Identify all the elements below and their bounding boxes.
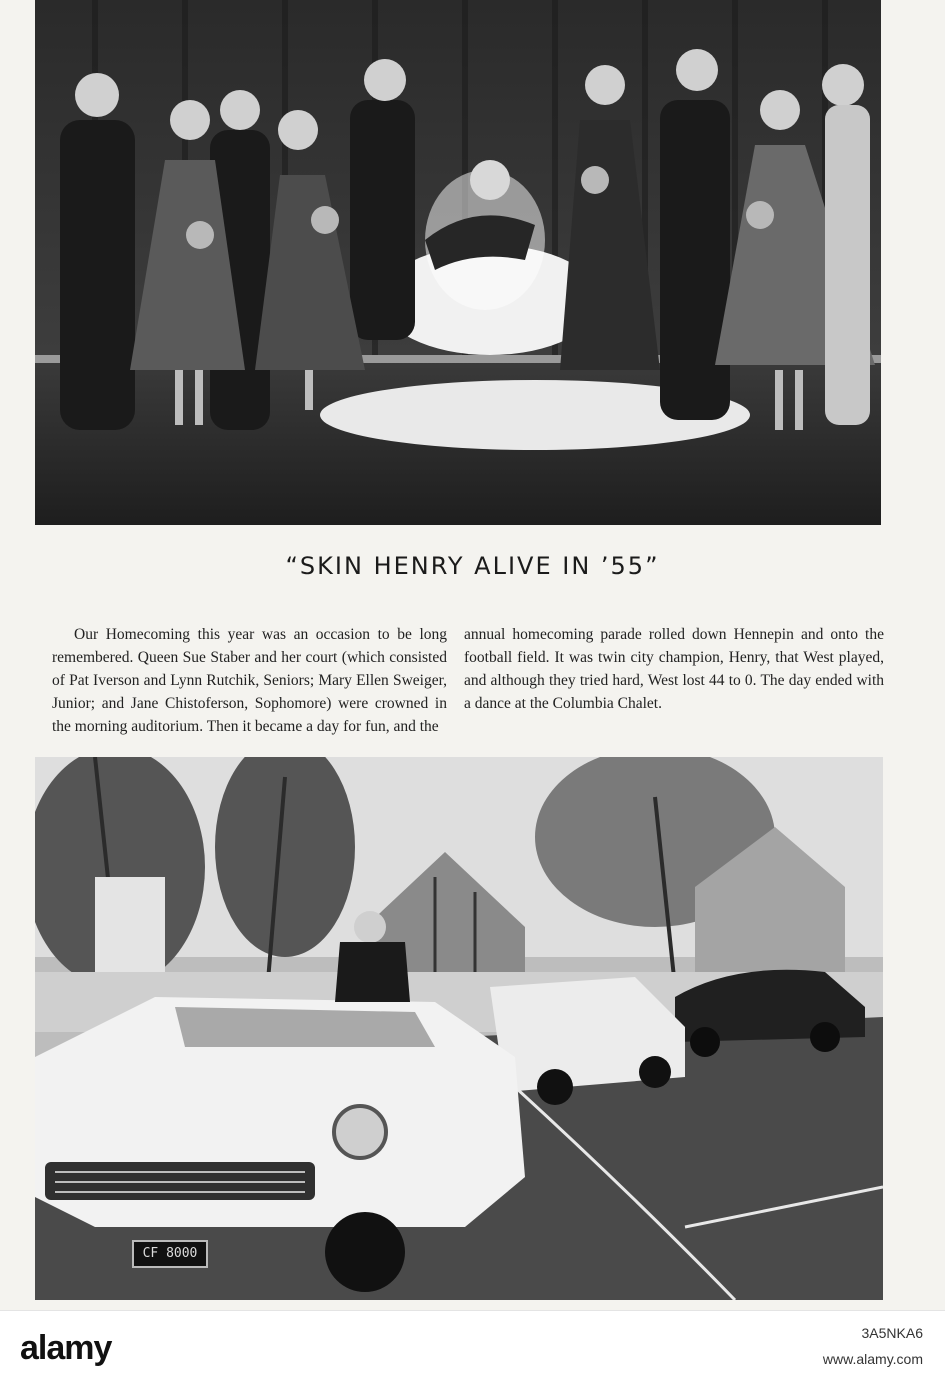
homecoming-court-photo [35, 0, 881, 525]
parade-photo [35, 757, 883, 1300]
image-id: 3A5NKA6 [861, 1325, 923, 1341]
paragraph-right: annual homecoming parade rolled down Hennepin and onto the football field. It was twin city champion, Henry, that West played, and although they tried hard, West lost 44 to 0. The day ended with a dance at the Columbia Chalet. [464, 625, 884, 712]
source-url: www.alamy.com [822, 1351, 923, 1367]
alamy-logo: alamy [20, 1329, 112, 1367]
headline: “SKIN HENRY ALIVE IN ’55” [285, 552, 660, 581]
license-plate: CF 8000 [132, 1240, 208, 1268]
stock-watermark-footer [0, 1310, 945, 1391]
paragraph-left: Our Homecoming this year was an occasion to be long remembered. Queen Sue Staber and her court (which consisted of Pat Iverson and Lynn Rutchik, Seniors; Mary Ellen Sweiger, Junior; and Jane Chistoferson, Sophomore) were crowned in the morning auditorium. Then it became a day for fun, and the [52, 625, 447, 735]
